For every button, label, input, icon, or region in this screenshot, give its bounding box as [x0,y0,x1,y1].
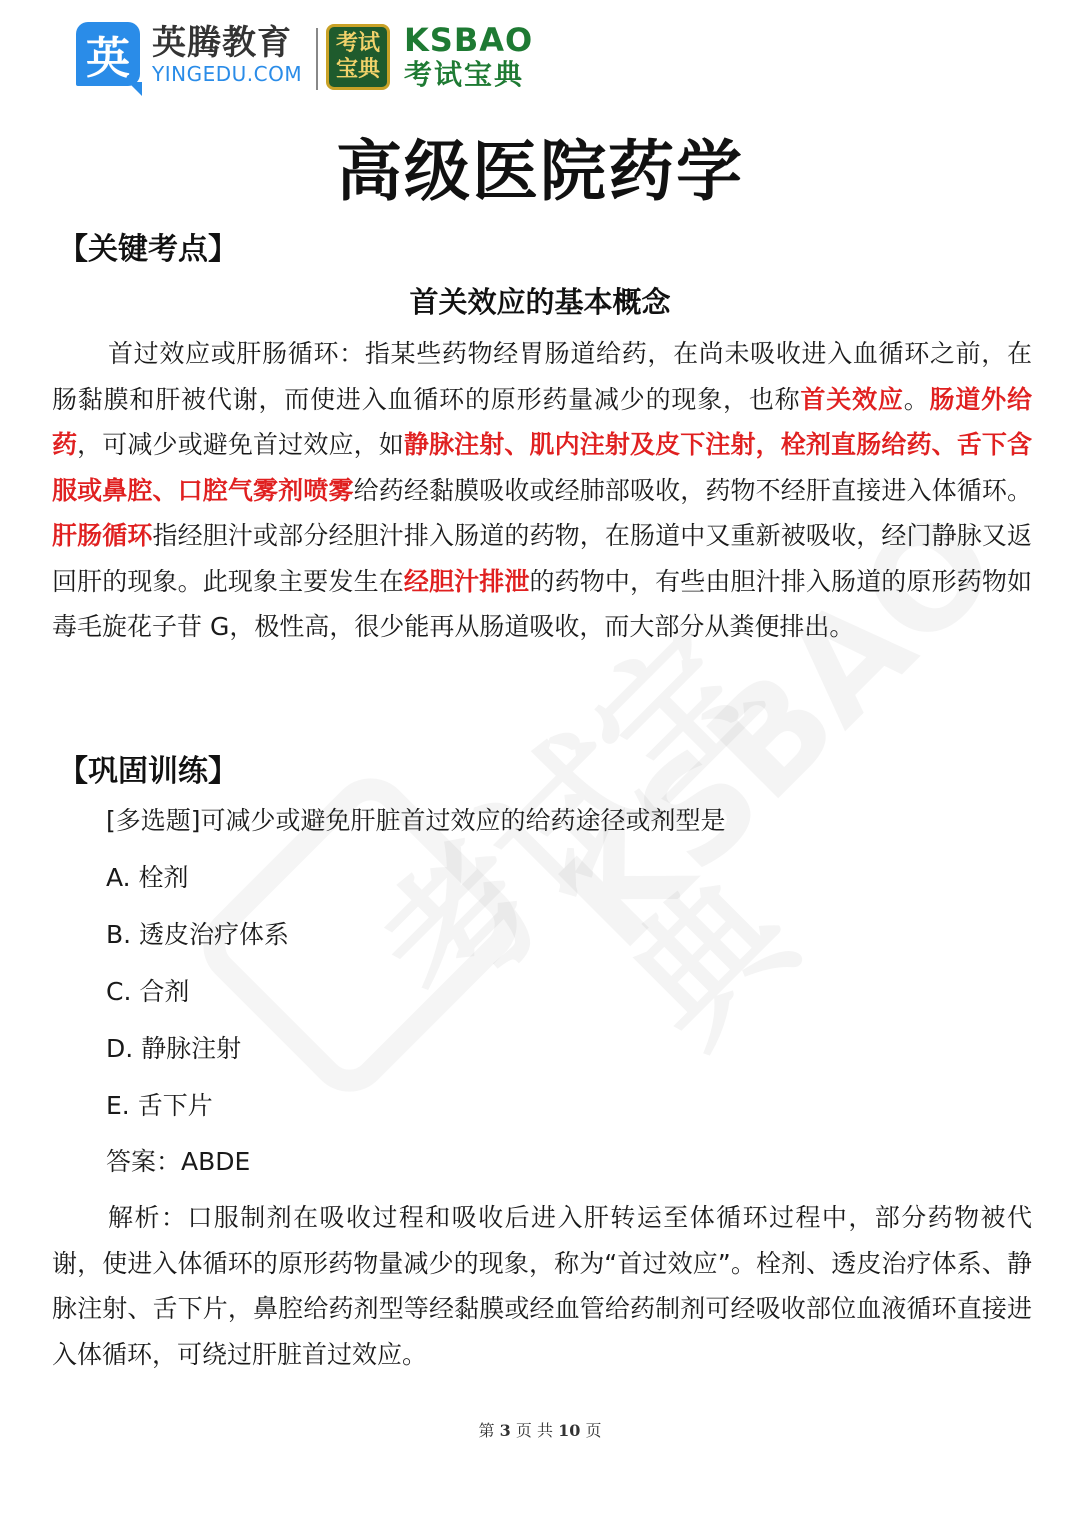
footer-suffix: 页 [585,1421,602,1440]
highlight-text: 肠道外给药 [52,384,1032,459]
body-text: 首过效应或肝肠循环：指某些药物经胃肠道给药，在尚未吸收进入血循环之前，在肠黏膜和肝被代谢，而使进入血循环的原形药量减少的现象，也称 [52,339,1032,414]
page-footer [0,1418,1080,1441]
yingedu-badge-icon: 英 [76,22,140,86]
yingedu-domain: YINGEDU.COM [152,62,303,86]
topic-subtitle: 首关效应的基本概念 [409,285,671,319]
analysis-paragraph: 解析：口服制剂在吸收过程和吸收后进入肝转运至体循环过程中，部分药物被代谢，使进入体循环的原形药物量减少的现象，称为“首过效应”。栓剂、透皮治疗体系、静脉注射、舌下片，鼻腔给药剂型等经黏膜或经血管给药制剂可经吸收部位血液循环直接进入体循环，可绕过肝脏首过效应。 [52,1203,1032,1369]
section-heading-practice: 【巩固训练】 [58,754,238,789]
option-c: C. 合剂 [106,977,190,1006]
body-text: 指经胆汁或部分经胆汁排入肠道的药物，在肠道中又重新被吸收，经门静脉又返回肝的现象。此现象主要发生在 [52,521,1032,596]
ksbao-name-cn: 考试宝典 [404,58,525,91]
yingedu-logo [76,22,302,86]
highlight-text: 肝肠循环 [52,521,153,550]
footer-prefix: 第 [478,1421,495,1440]
highlight-text: 经胆汁排泄 [403,566,530,596]
key-point-paragraph [52,331,1032,650]
option-e: E. 舌下片 [106,1091,213,1120]
footer-page-number: 3 [499,1421,511,1440]
page-title: 高级医院药学 [336,133,744,210]
question-text: [多选题]可减少或避免肝脏首过效应的给药途径或剂型是 [106,806,726,835]
highlight-text: 静脉注射、肌内注射及皮下注射，栓剂直肠给药、舌下含服或鼻腔、口腔气雾剂喷雾 [52,430,1032,505]
answer-text: 答案：ABDE [106,1147,251,1176]
highlight-text: 首关效应 [800,384,904,414]
option-b: B. 透皮治疗体系 [106,920,290,949]
ksbao-badge-icon: 考试宝典 [326,24,390,90]
ksbao-name-en: KSBAO [404,21,534,59]
footer-total-pages: 10 [558,1421,581,1440]
ksbao-logo [404,22,533,92]
option-a: A. 栓剂 [106,863,189,892]
body-text: 给药经黏膜吸收或经肺部吸收，药物不经肝直接进入体循环。 [353,475,1032,505]
body-text: 。 [903,384,930,414]
body-text: 的药物中，有些由胆汁排入肠道的原形药物如毒毛旋花子苷 G，极性高，很少能再从肠道吸收，而大部分从粪便排出。 [52,566,1032,641]
option-d: D. 静脉注射 [106,1034,242,1063]
yingedu-name: 英腾教育 [152,23,292,63]
body-text: ，可减少或避免首过效应，如 [77,430,404,459]
footer-middle: 页 共 [515,1421,553,1440]
header-divider [316,28,318,90]
section-heading-key-points: 【关键考点】 [58,232,238,267]
